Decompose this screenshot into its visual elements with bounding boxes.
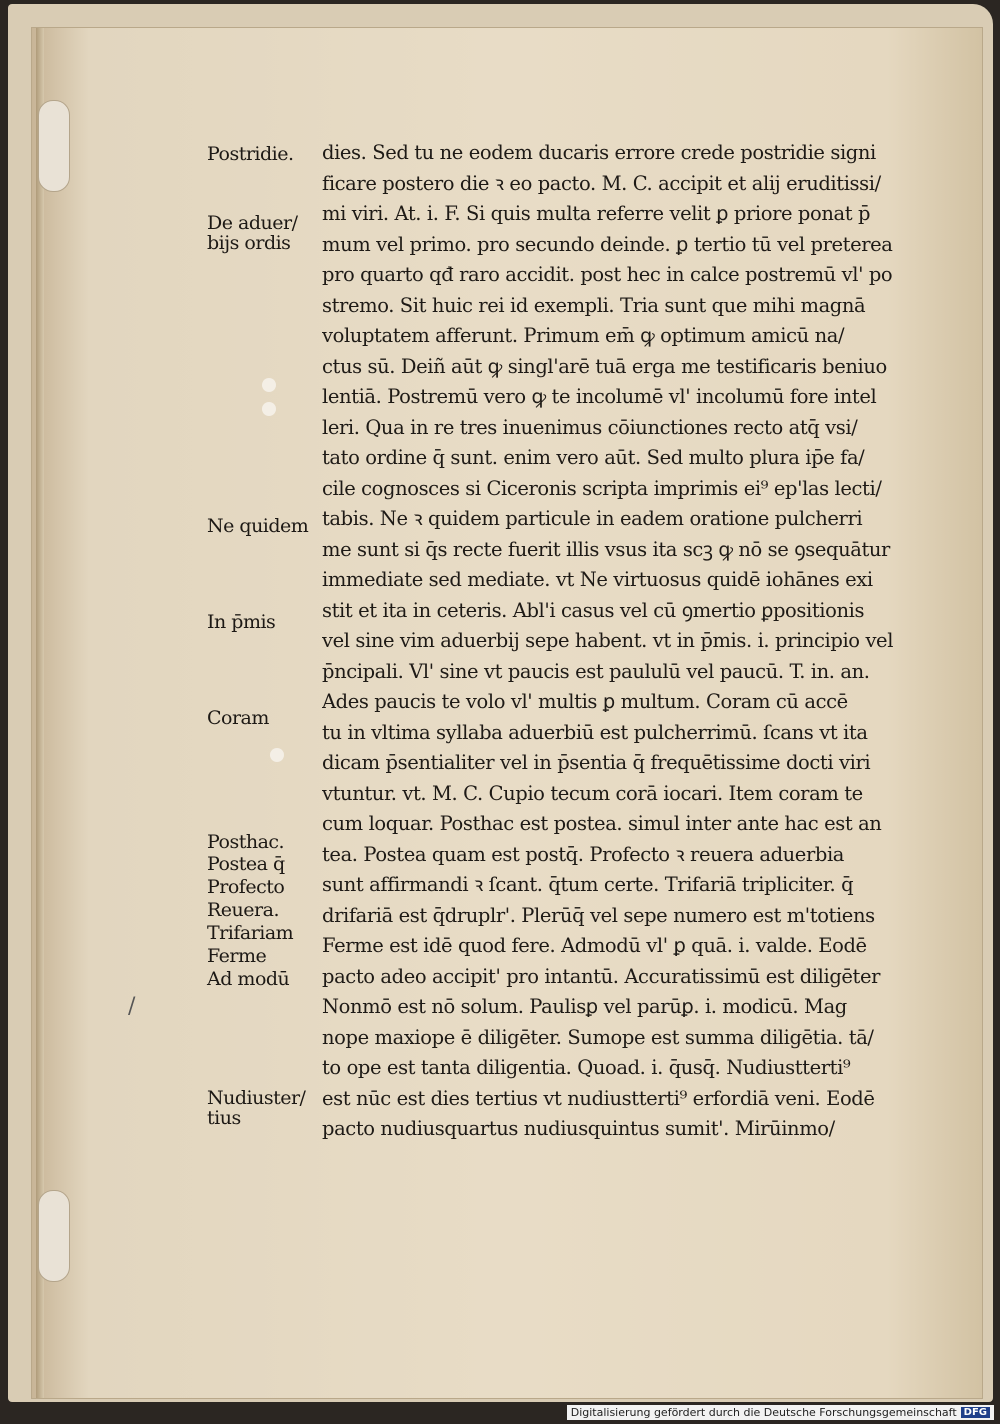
- margin-note-ne-quidem: Ne quidem: [207, 515, 309, 537]
- text-line: tu in vltima syllaba aduerbiū est pulcherrimū. ſcans vt ita: [322, 720, 868, 744]
- margin-note-postea: Postea q̄: [207, 853, 285, 875]
- text-line: tea. Postea quam est postq̄. Profecto ꝛ reuera aduerbia: [322, 842, 845, 866]
- text-line: mum vel primo. pro secundo deinde. ꝑ tertio tū vel preterea: [322, 232, 893, 256]
- text-line: Nonmō est nō solum. Paulisꝑ vel parūꝑ. i. modicū. Mag: [322, 995, 847, 1018]
- text-line: to ope est tanta diligentia. Quoad. i. q̄usq̄. Nudiustterti⁹: [322, 1056, 851, 1079]
- margin-note-de-aduerbijs: De aduer/ bijs ordis: [207, 212, 298, 254]
- binding-hole-icon: [38, 1190, 70, 1282]
- margin-note-nudiustertius: Nudiuster/ tius: [207, 1087, 306, 1129]
- text-line: lentiā. Postremū vero ꝙ te incolumē vl' incolumū fore intel: [322, 385, 877, 408]
- paper-wear-spot-icon: [262, 402, 276, 416]
- paper-wear-spot-icon: [262, 378, 276, 392]
- text-line: cile cognosces si Ciceronis scripta imprimis ei⁹ ep'las lecti/: [322, 476, 882, 500]
- paper-wear-spot-icon: [270, 748, 284, 762]
- text-line: stit et ita in ceteris. Abl'i casus vel cū ꝯmertio ꝑpositionis: [322, 598, 865, 622]
- text-line: Ferme est idē quod fere. Admodū vl' ꝑ quā. i. valde. Eodē: [322, 934, 867, 957]
- text-line: mi viri. At. i. F. Si quis multa referre velit ꝑ priore ponat p̄: [322, 202, 871, 225]
- text-line: voluptatem afferunt. Primum em̄ ꝙ optimum amicū na/: [322, 324, 845, 347]
- text-line: drifariā est q̄druplr'. Plerūq̄ vel sepe numero est m'totiens: [322, 903, 875, 927]
- dfg-logo-icon: DFG: [961, 1407, 990, 1418]
- margin-note-postridie: Postridie.: [207, 143, 294, 165]
- pencil-mark: /: [128, 994, 136, 1019]
- main-text-block: [322, 138, 896, 1145]
- text-line: est nūc est dies tertius vt nudiustterti⁹ erfordiā veni. Eodē: [322, 1086, 875, 1110]
- margin-note-ad-modu: Ad modū: [207, 968, 290, 990]
- margin-note-trifariam: Trifariam: [207, 922, 294, 944]
- text-line: dies. Sed tu ne eodem ducaris errore crede postridie signi: [322, 141, 876, 164]
- digitization-credit: [567, 1405, 994, 1420]
- text-line: me sunt si q̄s recte fuerit illis vsus ita scꝫ ꝙ nō se ꝯsequātur: [322, 537, 890, 561]
- text-line: vel sine vim aduerbij sepe habent. vt in p̄mis. i. principio vel: [322, 629, 894, 652]
- margin-note-profecto: Profecto: [207, 876, 285, 898]
- text-line: sunt affirmandi ꝛ ſcant. q̄tum certe. Trifariā tripliciter. q̄: [322, 873, 854, 896]
- text-line: nope maxiope ē diligēter. Sumope est summa diligētia. tā/: [322, 1025, 874, 1049]
- text-line: p̄ncipali. Vl' sine vt paucis est paululū vel paucū. T. in. an.: [322, 659, 870, 683]
- binding-hole-icon: [38, 100, 70, 192]
- text-line: tato ordine q̄ sunt. enim vero aūt. Sed multo plura ip̄e fa/: [322, 446, 865, 469]
- text-line: dicam p̄sentialiter vel in p̄sentia q̄ frequētissime docti viri: [322, 751, 871, 774]
- margin-note-reuera: Reuera.: [207, 899, 279, 921]
- margin-note-in-pmis: In p̄mis: [207, 611, 276, 633]
- text-line: tabis. Ne ꝛ quidem particule in eadem oratione pulcherri: [322, 507, 863, 530]
- text-line: ctus sū. Deiñ aūt ꝙ singl'arē tuā erga me testificaris beniuo: [322, 354, 887, 378]
- text-line: pro quarto qđ raro accidit. post hec in calce postremū vl' po: [322, 263, 893, 286]
- margin-note-ferme: Ferme: [207, 945, 267, 967]
- text-line: pacto adeo accipit' pro intantū. Accuratissimū est diligēter: [322, 964, 881, 988]
- margin-note-posthac: Posthac.: [207, 831, 285, 853]
- text-line: cum loquar. Posthac est postea. simul inter ante hac est an: [322, 812, 882, 835]
- margin-note-coram: Coram: [207, 707, 269, 729]
- text-line: vtuntur. vt. M. C. Cupio tecum corā iocari. Item coram te: [322, 781, 863, 805]
- text-line: Ades paucis te volo vl' multis ꝑ multum. Coram cū accē: [322, 690, 848, 713]
- text-line: stremo. Sit huic rei id exempli. Tria sunt que mihi magnā: [322, 293, 866, 317]
- text-line: immediate sed mediate. vt Ne virtuosus quidē iohānes exi: [322, 568, 873, 591]
- text-line: leri. Qua in re tres inuenimus cōiunctiones recto atq̄ vsi/: [322, 415, 858, 439]
- text-line: pacto nudiusquartus nudiusquintus sumit'. Mirūinmo/: [322, 1117, 835, 1140]
- credit-text: Digitalisierung gefördert durch die Deutsche Forschungsgemeinschaft: [570, 1406, 957, 1419]
- text-line: ficare postero die ꝛ eo pacto. M. C. accipit et alij eruditissi/: [322, 171, 881, 195]
